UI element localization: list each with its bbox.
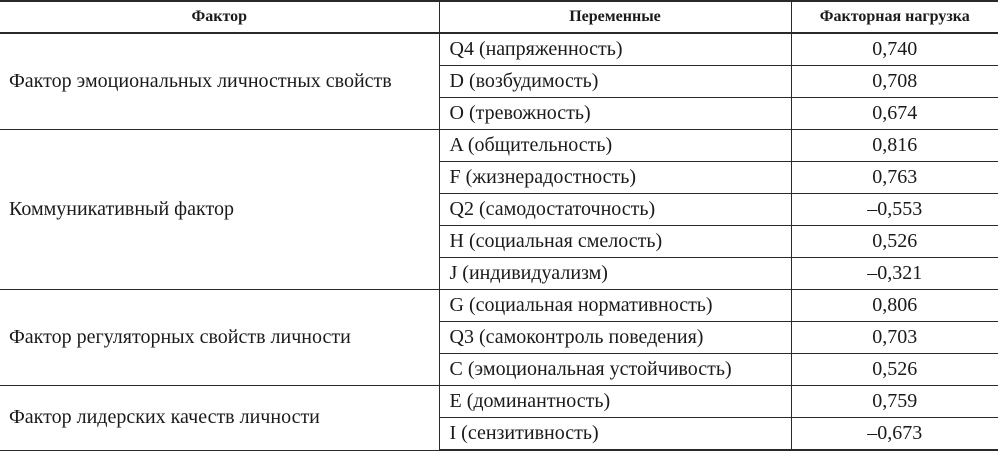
factor-name: Фактор регуляторных свойств личности: [0, 290, 439, 386]
loading-cell: 0,759: [791, 386, 998, 418]
variable-cell: H (социальная смелость): [439, 226, 791, 258]
table-row: [0, 290, 998, 322]
variable-cell: Q4 (напряженность): [439, 33, 791, 66]
loading-cell: 0,816: [791, 130, 998, 162]
factor-name: Фактор лидерских качеств личности: [0, 386, 439, 451]
variable-cell: I (сензитивность): [439, 418, 791, 451]
variable-cell: D (возбудимость): [439, 66, 791, 98]
loading-cell: –0,321: [791, 258, 998, 290]
factor-name: Коммуникативный фактор: [0, 130, 439, 290]
variable-cell: A (общительность): [439, 130, 791, 162]
variable-cell: Q3 (самоконтроль поведения): [439, 322, 791, 354]
loading-cell: 0,674: [791, 98, 998, 130]
loading-cell: –0,673: [791, 418, 998, 451]
table-row: [0, 33, 998, 66]
loading-cell: 0,708: [791, 66, 998, 98]
loading-cell: 0,806: [791, 290, 998, 322]
factor-name: Фактор эмоциональных личностных свойств: [0, 33, 439, 130]
loading-cell: 0,740: [791, 33, 998, 66]
variable-cell: G (социальная нормативность): [439, 290, 791, 322]
variable-cell: Q2 (самодостаточность): [439, 194, 791, 226]
variable-cell: O (тревожность): [439, 98, 791, 130]
variable-cell: C (эмоциональная устойчивость): [439, 354, 791, 386]
header-row: [0, 1, 998, 33]
header-factor: Фактор: [0, 1, 439, 33]
table-row: [0, 130, 998, 162]
variable-cell: F (жизнерадостность): [439, 162, 791, 194]
loading-cell: 0,703: [791, 322, 998, 354]
loading-cell: 0,526: [791, 354, 998, 386]
loading-cell: 0,526: [791, 226, 998, 258]
header-loading: Факторная нагрузка: [791, 1, 998, 33]
table-row: [0, 386, 998, 418]
variable-cell: E (доминантность): [439, 386, 791, 418]
variable-cell: J (индивидуализм): [439, 258, 791, 290]
loading-cell: –0,553: [791, 194, 998, 226]
header-variables: Переменные: [439, 1, 791, 33]
loading-cell: 0,763: [791, 162, 998, 194]
